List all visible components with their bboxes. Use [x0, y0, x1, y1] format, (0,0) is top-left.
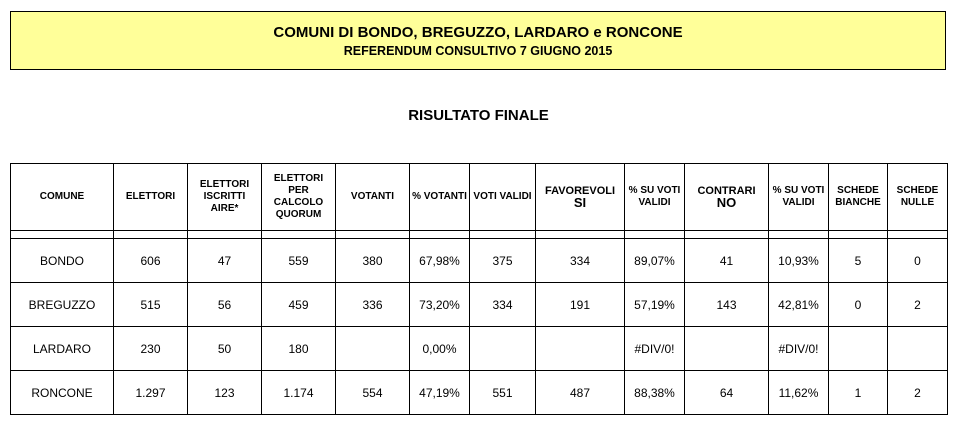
cell-no: 64: [685, 371, 769, 415]
col-elettori-aire: ELETTORI ISCRITTI AIRE*: [188, 164, 262, 231]
cell-si: 487: [536, 371, 625, 415]
cell-validi: 375: [470, 239, 536, 283]
cell-perc-si: 88,38%: [625, 371, 685, 415]
cell-validi: [470, 327, 536, 371]
cell-perc-si: 57,19%: [625, 283, 685, 327]
cell-comune: BONDO: [11, 239, 114, 283]
col-contrari: CONTRARI NO: [685, 164, 769, 231]
table-row: [11, 239, 948, 283]
cell-quorum: 180: [262, 327, 336, 371]
table-row: [11, 371, 948, 415]
cell-perc-votanti: 0,00%: [410, 327, 470, 371]
cell-aire: 56: [188, 283, 262, 327]
cell-elettori: 515: [114, 283, 188, 327]
cell-validi: 551: [470, 371, 536, 415]
page-subtitle: REFERENDUM CONSULTIVO 7 GIUGNO 2015: [343, 44, 613, 58]
cell-perc-no: #DIV/0!: [769, 327, 829, 371]
cell-votanti: 554: [336, 371, 410, 415]
cell-perc-no: 10,93%: [769, 239, 829, 283]
cell-nulle: 2: [888, 371, 948, 415]
cell-votanti: 380: [336, 239, 410, 283]
cell-aire: 123: [188, 371, 262, 415]
cell-quorum: 559: [262, 239, 336, 283]
col-perc-votanti: % VOTANTI: [410, 164, 470, 231]
result-title: RISULTATO FINALE: [408, 107, 549, 124]
cell-bianche: [829, 327, 888, 371]
cell-quorum: 459: [262, 283, 336, 327]
col-schede-bianche: SCHEDE BIANCHE: [829, 164, 888, 231]
cell-perc-si: 89,07%: [625, 239, 685, 283]
cell-validi: 334: [470, 283, 536, 327]
cell-nulle: 0: [888, 239, 948, 283]
col-comune: COMUNE: [11, 164, 114, 231]
cell-perc-votanti: 73,20%: [410, 283, 470, 327]
cell-elettori: 1.297: [114, 371, 188, 415]
cell-perc-votanti: 67,98%: [410, 239, 470, 283]
col-favorevoli: FAVOREVOLI SI: [536, 164, 625, 231]
cell-nulle: [888, 327, 948, 371]
cell-perc-si: #DIV/0!: [625, 327, 685, 371]
cell-si: 191: [536, 283, 625, 327]
cell-quorum: 1.174: [262, 371, 336, 415]
cell-elettori: 230: [114, 327, 188, 371]
cell-no: 143: [685, 283, 769, 327]
col-votanti: VOTANTI: [336, 164, 410, 231]
results-table: [10, 163, 948, 415]
col-schede-nulle: SCHEDE NULLE: [888, 164, 948, 231]
cell-elettori: 606: [114, 239, 188, 283]
col-perc-no: % SU VOTI VALIDI: [769, 164, 829, 231]
cell-votanti: 336: [336, 283, 410, 327]
cell-nulle: 2: [888, 283, 948, 327]
col-elettori-quorum: ELETTORI PER CALCOLO QUORUM: [262, 164, 336, 231]
cell-si: [536, 327, 625, 371]
spacer-row: [11, 231, 948, 239]
table-row: [11, 327, 948, 371]
cell-perc-no: 42,81%: [769, 283, 829, 327]
cell-si: 334: [536, 239, 625, 283]
cell-bianche: 5: [829, 239, 888, 283]
cell-comune: RONCONE: [11, 371, 114, 415]
page-title: COMUNI DI BONDO, BREGUZZO, LARDARO e RONCONE: [273, 24, 683, 41]
table-row: [11, 283, 948, 327]
table-header-row: [11, 164, 948, 231]
cell-comune: LARDARO: [11, 327, 114, 371]
cell-bianche: 0: [829, 283, 888, 327]
cell-perc-no: 11,62%: [769, 371, 829, 415]
cell-no: [685, 327, 769, 371]
cell-bianche: 1: [829, 371, 888, 415]
cell-perc-votanti: 47,19%: [410, 371, 470, 415]
cell-votanti: [336, 327, 410, 371]
col-voti-validi: VOTI VALIDI: [470, 164, 536, 231]
cell-aire: 47: [188, 239, 262, 283]
col-elettori: ELETTORI: [114, 164, 188, 231]
cell-no: 41: [685, 239, 769, 283]
cell-aire: 50: [188, 327, 262, 371]
col-perc-si: % SU VOTI VALIDI: [625, 164, 685, 231]
header-banner: [10, 11, 946, 70]
cell-comune: BREGUZZO: [11, 283, 114, 327]
